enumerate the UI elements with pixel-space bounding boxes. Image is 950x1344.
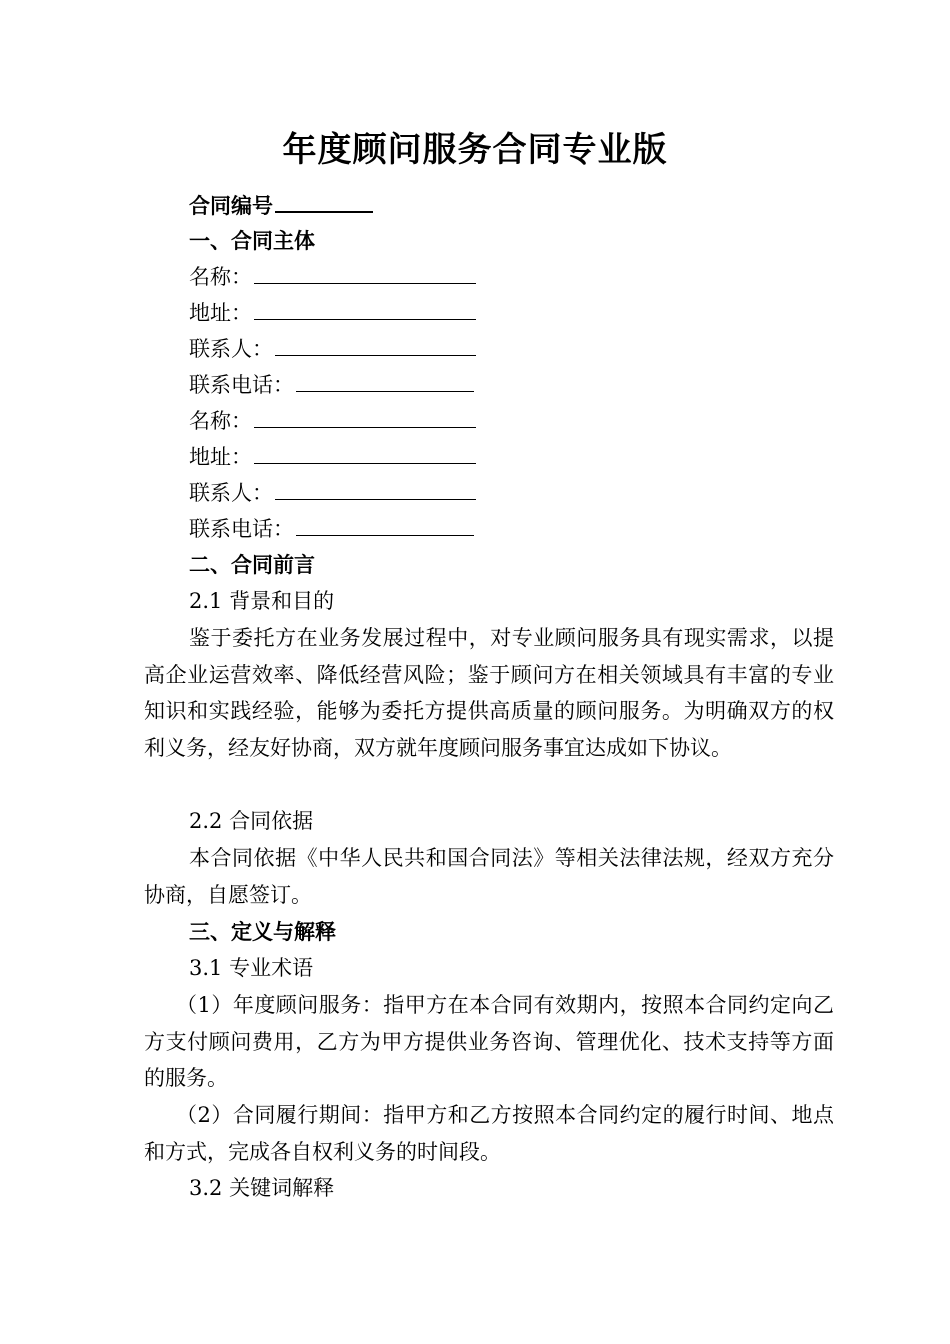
party-a-address-blank[interactable] [254,299,476,320]
party-a-phone-row [189,370,474,400]
party-a-contact-row [189,334,476,364]
party-b-name-row [189,406,476,436]
field-label: 联系人： [189,337,273,361]
party-a-address-row [189,298,476,328]
party-b-phone-row [189,514,474,544]
section3-1-item1: （1）年度顾问服务：指甲方在本合同有效期内，按照本合同约定向乙方支付顾问费用，乙方为甲方提供业务咨询、管理优化、技术支持等方面的服务。 [144,993,834,1090]
party-b-contact-blank[interactable] [275,479,476,500]
field-label: 名称： [189,409,252,433]
party-b-name-blank[interactable] [254,407,476,428]
section3-heading: 三、定义与解释 [189,920,336,944]
party-b-address-blank[interactable] [254,443,476,464]
field-label: 联系电话： [189,517,294,541]
party-a-contact-blank[interactable] [275,335,476,356]
party-b-contact-row [189,478,476,508]
section3-1-heading: 3.1 专业术语 [189,956,314,980]
section2-2-heading: 2.2 合同依据 [189,809,314,833]
section1-heading: 一、合同主体 [189,229,315,253]
section2-heading: 二、合同前言 [189,553,315,577]
party-a-name-blank[interactable] [254,263,476,284]
field-label: 联系人： [189,481,273,505]
section2-2-paragraph: 本合同依据《中华人民共和国合同法》等相关法律法规，经双方充分协商，自愿签订。 [144,846,834,907]
field-label: 联系电话： [189,373,294,397]
section3-1-item2: （2）合同履行期间：指甲方和乙方按照本合同约定的履行时间、地点和方式，完成各自权利义务的时间段。 [144,1103,834,1164]
party-b-phone-blank[interactable] [296,515,474,536]
party-a-phone-blank[interactable] [296,371,474,392]
field-label: 地址： [189,445,252,469]
field-label: 地址： [189,301,252,325]
party-a-name-row [189,262,476,292]
section2-1-heading: 2.1 背景和目的 [189,589,335,613]
contract-number-label: 合同编号 [189,194,273,218]
party-b-address-row [189,442,476,472]
contract-number-blank[interactable] [275,191,373,213]
contract-number-line [189,191,373,221]
document-title: 年度顾问服务合同专业版 [282,130,668,170]
section3-2-heading: 3.2 关键词解释 [189,1176,335,1200]
section2-1-paragraph: 鉴于委托方在业务发展过程中，对专业顾问服务具有现实需求，以提高企业运营效率、降低经营风险；鉴于顾问方在相关领域具有丰富的专业知识和实践经验，能够为委托方提供高质量的顾问服务。为明确双方的权利义务，经友好协商，双方就年度顾问服务事宜达成如下协议。 [144,626,834,760]
field-label: 名称： [189,265,252,289]
